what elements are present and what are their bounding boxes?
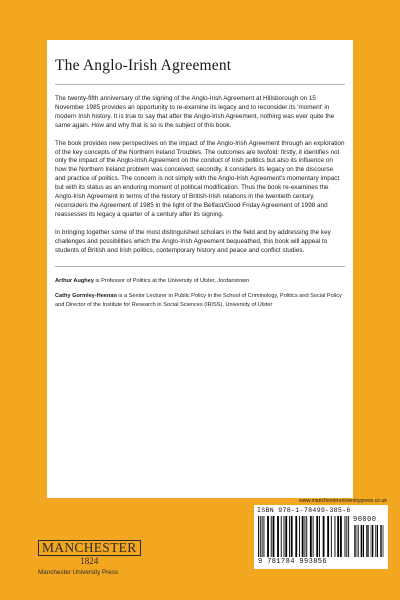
author-bio-text-2: is a Senior Lecturer in Public Policy in the School of Criminology, Politics and Social Policy and Director of the Institute for Research in Social Sciences (IRiSS), University of Ulster: [55, 293, 342, 308]
publisher-year: 1824: [80, 556, 99, 566]
publisher-name: MANCHESTER: [38, 540, 141, 556]
blurb-paragraph-2: The book provides new perspectives on the impact of the Anglo-Irish Agreement through an exploration of the key concepts of the Northern Ireland Troubles. The outcomes are twofold: firstly, it identifies not only the impact of the Anglo-Irish Agreement on the conduct of Irish politics but also its influence on how the Northern Ireland problem was conceived; secondly, it considers its legacy on the discourse and practice of politics. The concern is not simply with the Anglo-Irish Agreement's momentary impact but with its status as an enduring moment of political modification. Thus the book re-examines the Anglo-Irish Agreement in terms of the history of British-Irish relations in the twentieth century, reconsiders the Agreement of 1985 in the light of the Belfast/Good Friday Agreement of 1998 and reassesses its legacy a quarter of a century after its signing.: [55, 139, 345, 218]
publisher-url: www.manchesteruniversitypress.co.uk: [299, 498, 387, 504]
barcode-addon-digits: 90000: [353, 516, 377, 524]
isbn-text: ISBN 978-1-78499-385-6: [257, 507, 351, 514]
bio-divider: [55, 266, 345, 267]
publisher-press-name: Manchester University Press: [38, 569, 119, 576]
author-bio-1: [55, 277, 345, 286]
blurb-paragraph-3: In bringing together some of the most distinguished scholars in the field and by addressing the key challenges and possibilities which the Anglo-Irish Agreement bequeathed, this book will appeal to students of British and Irish politics, contemporary history and peace and conflict studies.: [55, 228, 331, 254]
book-title: The Anglo-Irish Agreement: [55, 57, 232, 74]
back-cover-panel: [47, 40, 353, 498]
barcode-bars: [258, 516, 350, 557]
barcode-digits: 9 781784 993856: [258, 558, 328, 566]
author-bio-2: [55, 292, 345, 309]
barcode-addon-bars: [354, 525, 384, 557]
blurb-paragraph-1: The twenty-fifth anniversary of the signing of the Anglo-Irish Agreement at Hillsborough on 15 November 1985 provides an opportunity to re-examine its legacy and to reconsider its 'moment' in modern Irish history. It is true to say that after the Anglo-Irish Agreement, nothing was ever quite the same again. How and why that is so is the subject of this book.: [55, 95, 335, 129]
publisher-logo: [38, 540, 141, 576]
author-name-1: Arthur Aughey: [55, 277, 94, 284]
author-bio-text-1: is Professor of Politics at the University of Ulster, Jordanstown: [93, 277, 250, 284]
isbn-barcode: [254, 505, 388, 569]
author-name-2: Cathy Gormley-Heenan: [55, 293, 117, 300]
title-divider: [55, 84, 345, 85]
